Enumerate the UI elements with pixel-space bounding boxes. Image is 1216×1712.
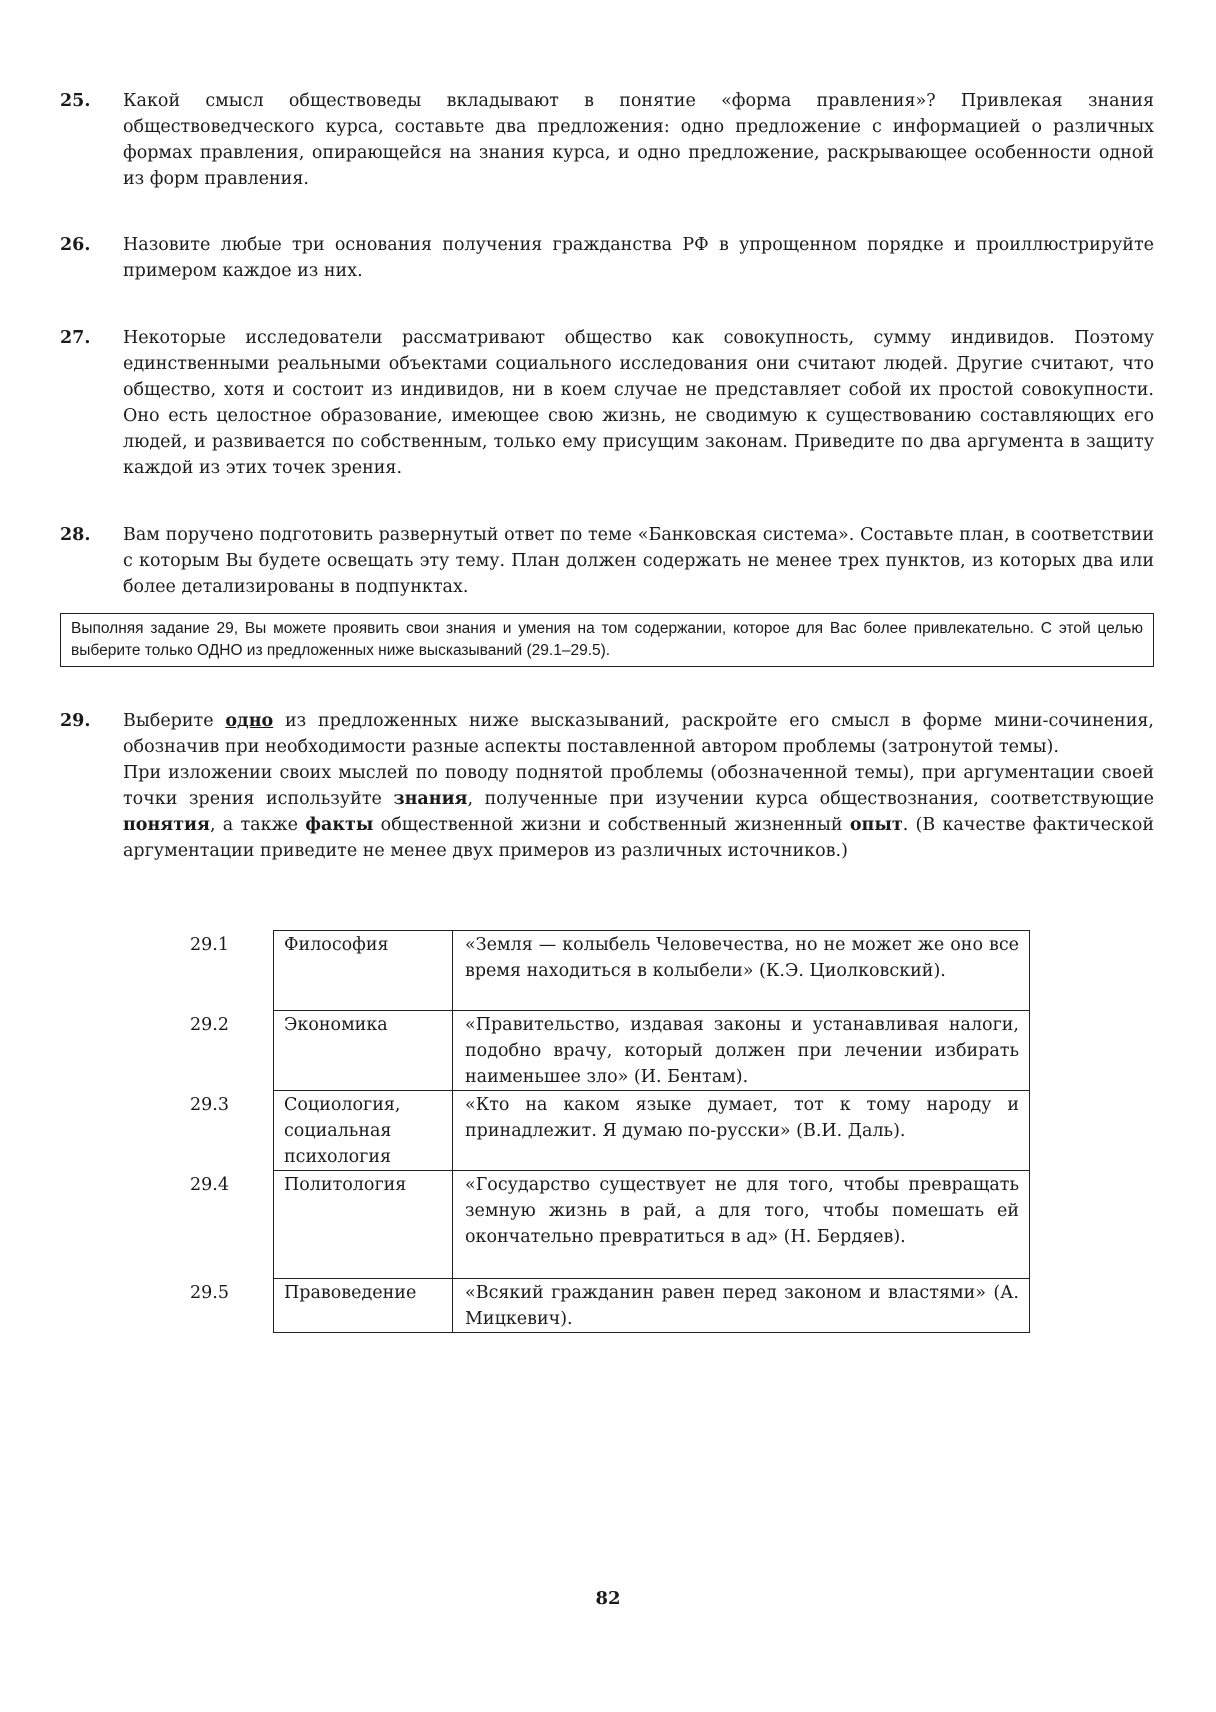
- quote-id: 29.4: [190, 1175, 229, 1195]
- quote-subject: Правоведение: [273, 1278, 453, 1333]
- task-26: [60, 232, 1154, 284]
- task-29-paragraph-2: При изложении своих мыслей по поводу поднятой проблемы (обозначенной темы), при аргументации своей точки зрения используйте знания, полученные при изучении курса обществознания, соответствующие понятия, а также факты общественной жизни и собственный жизненный опыт. (В качестве фактической аргументации приведите не менее двух примеров из различных источников.): [123, 763, 1154, 861]
- task-text: Вам поручено подготовить развернутый ответ по теме «Банковская система». Составьте план, в соответствии с которым Вы будете освещать эту тему. План должен содержать не менее трех пунктов, из которых два или более детализированы в подпунктах.: [123, 525, 1154, 597]
- quote-id: 29.2: [190, 1015, 229, 1035]
- emphasis-concepts: понятия: [123, 815, 210, 835]
- quote-subject: Социология, социальная психология: [273, 1090, 453, 1170]
- emphasis-knowledge: знания: [393, 789, 468, 809]
- table-row: [190, 1010, 1030, 1090]
- task-number: 26.: [60, 235, 91, 255]
- quote-subject: Экономика: [273, 1010, 453, 1090]
- task-29: [60, 708, 1154, 864]
- quote-id: 29.3: [190, 1095, 229, 1115]
- instruction-box: Выполняя задание 29, Вы можете проявить свои знания и умения на том содержании, которое для Вас более привлекательно. С этой целью выберите только ОДНО из предложенных ниже высказываний (29.1–29.5).: [60, 613, 1154, 667]
- task-text: Какой смысл обществоведы вкладывают в понятие «форма правления»? Привлекая знания обществоведческого курса, составьте два предложения: одно предложение с информацией о различных формах правления, опирающейся на знания курса, и одно предложение, раскрывающее особенности одной из форм правления.: [123, 91, 1154, 189]
- table-row: [190, 1170, 1030, 1278]
- emphasis-facts: факты: [305, 815, 374, 835]
- task-text: Назовите любые три основания получения гражданства РФ в упрощенном порядке и проиллюстрируйте примером каждое из них.: [123, 235, 1154, 281]
- task-27: [60, 325, 1154, 481]
- task-text: Некоторые исследователи рассматривают общество как совокупность, сумму индивидов. Поэтому единственными реальными объектами социального исследования они считают людей. Другие считают, что общество, хотя и состоит из индивидов, ни в коем случае не представляет собой их простой совокупности. Оно есть целостное образование, имеющее свою жизнь, не сводимую к существованию составляющих его людей, и развивается по собственным, только ему присущим законам. Приведите по два аргумента в защиту каждой из этих точек зрения.: [123, 328, 1154, 478]
- task-25: [60, 88, 1154, 192]
- quote-subject: Политология: [273, 1170, 453, 1278]
- table-row: [190, 1278, 1030, 1333]
- quote-id: 29.1: [190, 935, 229, 955]
- table-row: [190, 930, 1030, 1010]
- quote-text: «Земля — колыбель Человечества, но не может же оно все время находиться в колыбели» (К.Э. Циолковский).: [453, 930, 1030, 1010]
- task-number: 27.: [60, 328, 91, 348]
- task-28: [60, 522, 1154, 600]
- quote-text: «Всякий гражданин равен перед законом и властями» (А. Мицкевич).: [453, 1278, 1030, 1333]
- task-number: 25.: [60, 91, 91, 111]
- task-number: 29.: [60, 711, 91, 731]
- page-number: 82: [595, 1588, 621, 1609]
- quote-text: «Правительство, издавая законы и устанавливая налоги, подобно врачу, который должен при лечении избирать наименьшее зло» (И. Бентам).: [453, 1010, 1030, 1090]
- task-29-paragraph-1: Выберите одно из предложенных ниже высказываний, раскройте его смысл в форме мини-сочинения, обозначив при необходимости разные аспекты поставленной автором проблемы (затронутой темы).: [123, 711, 1154, 757]
- quote-text: «Кто на каком языке думает, тот к тому народу и принадлежит. Я думаю по-русски» (В.И. Даль).: [453, 1090, 1030, 1170]
- emphasis-one: одно: [225, 711, 274, 731]
- quote-subject: Философия: [273, 930, 453, 1010]
- table-row: [190, 1090, 1030, 1170]
- task-number: 28.: [60, 525, 91, 545]
- quotes-table: [190, 930, 1030, 1333]
- emphasis-experience: опыт: [849, 815, 903, 835]
- quote-id: 29.5: [190, 1283, 229, 1303]
- quote-text: «Государство существует не для того, чтобы превращать земную жизнь в рай, а для того, чтобы помешать ей окончательно превратиться в ад» (Н. Бердяев).: [453, 1170, 1030, 1278]
